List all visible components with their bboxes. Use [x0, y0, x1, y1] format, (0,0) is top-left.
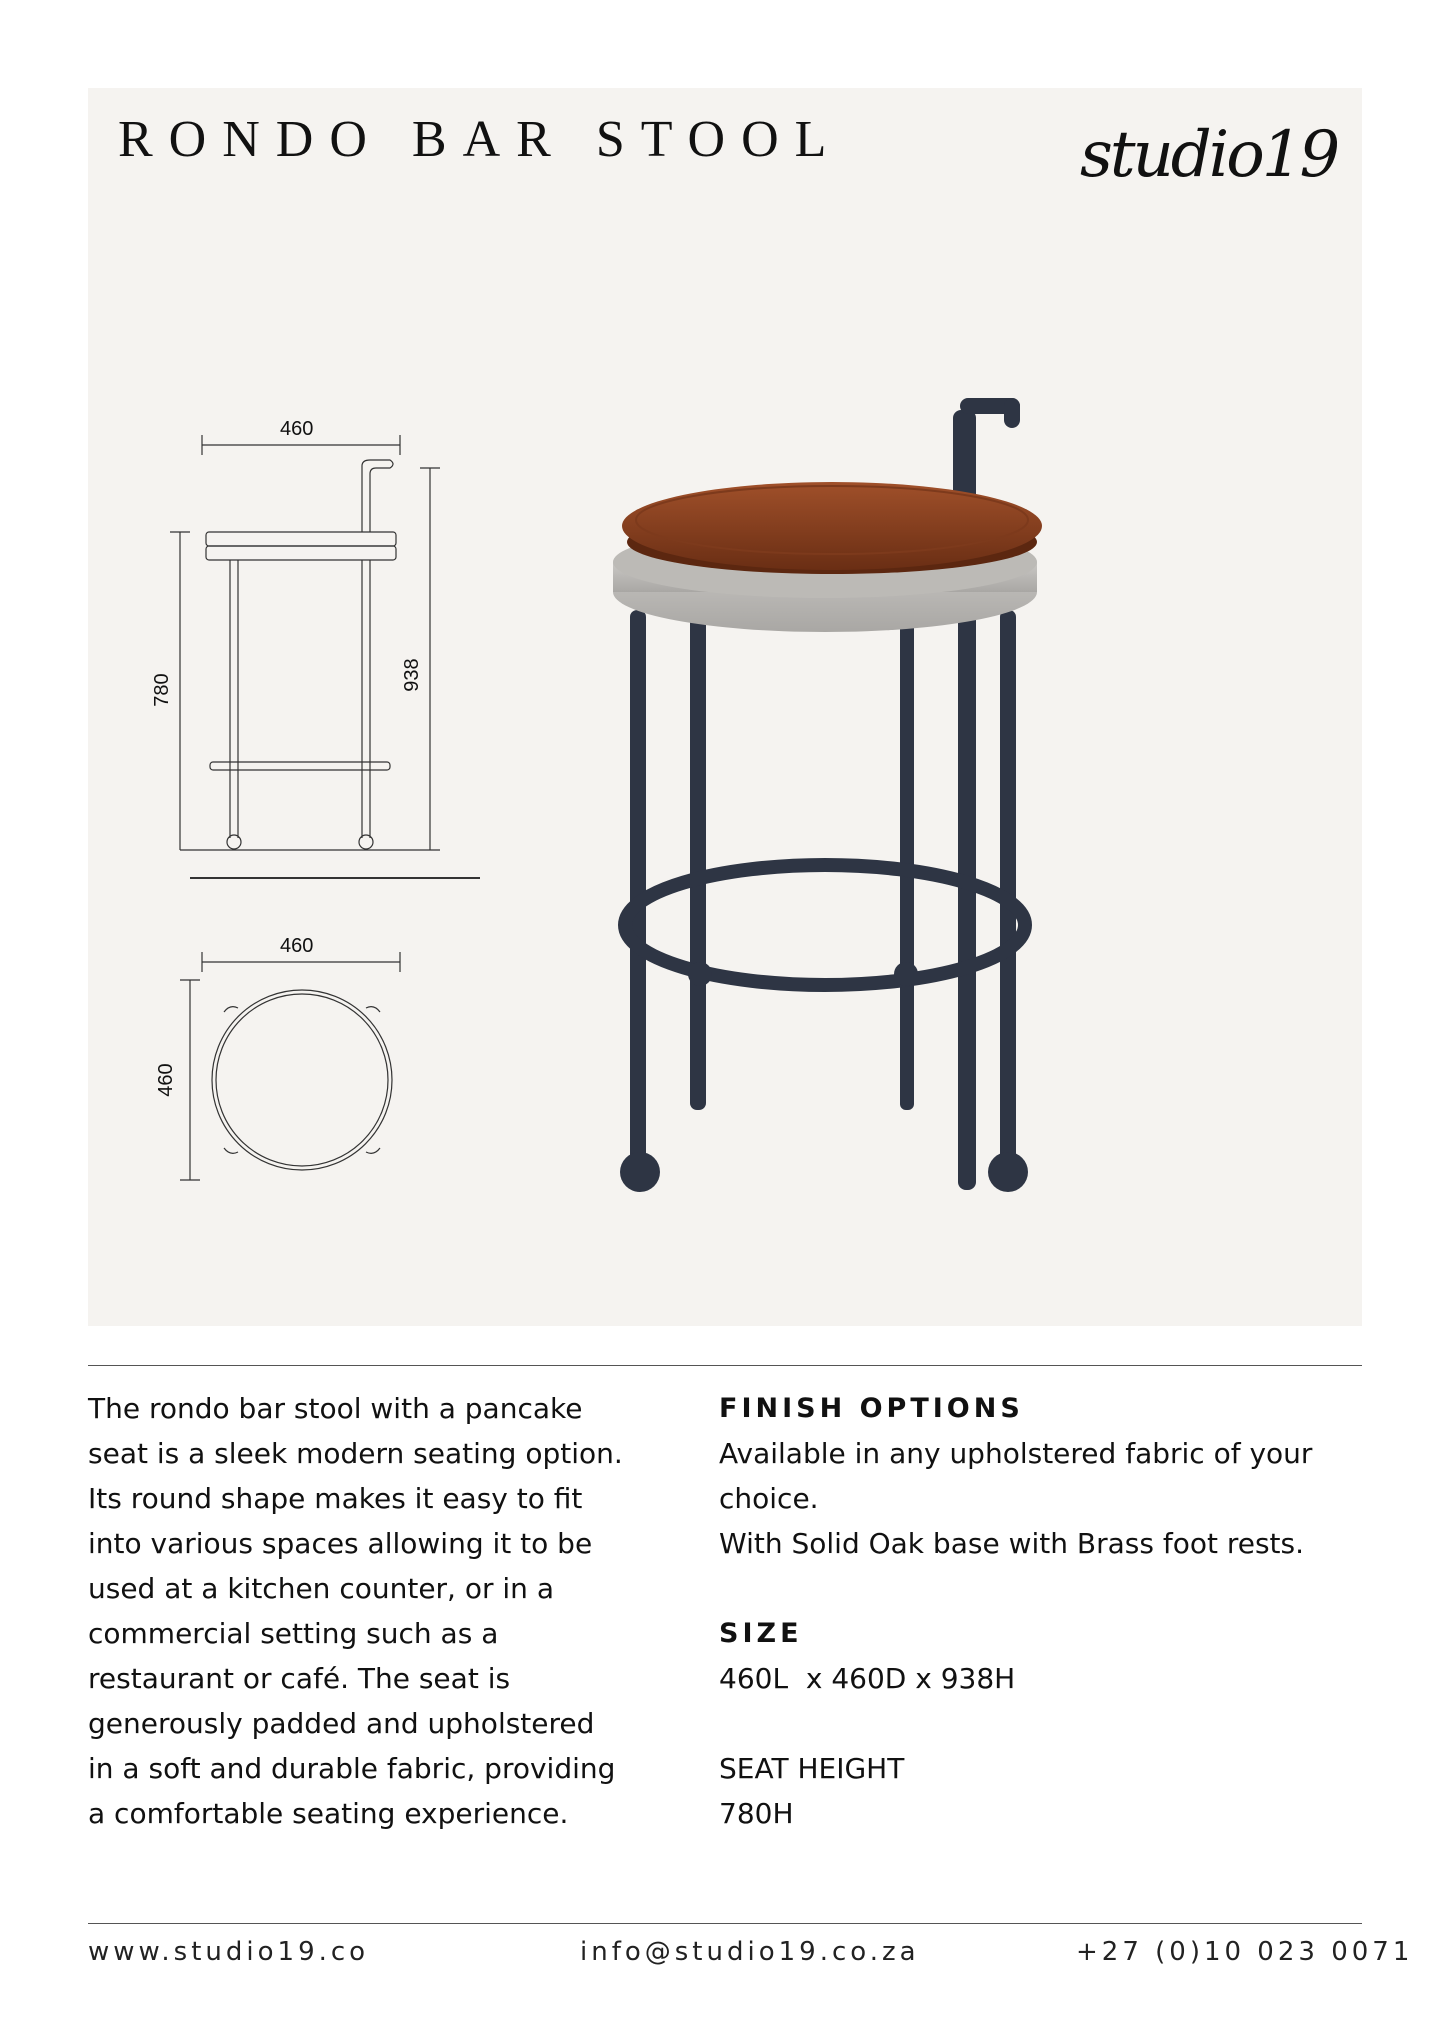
overall-height-label: 938	[401, 658, 423, 692]
footer-divider	[88, 1923, 1362, 1924]
top-width-label: 460	[280, 935, 314, 957]
finish-options-text-2: With Solid Oak base with Brass foot rests.	[719, 1527, 1305, 1560]
seat-height-label: 780	[151, 673, 173, 707]
side-width-label: 460	[280, 418, 314, 440]
footer-phone[interactable]: +27 (0)10 023 0071	[1076, 1937, 1414, 1967]
specifications	[719, 1386, 1359, 1836]
finish-options-text-1: Available in any upholstered fabric of your choice.	[719, 1437, 1313, 1515]
footer-email-link[interactable]: info@studio19.co.za	[580, 1937, 920, 1967]
page-title: RONDO BAR STOOL	[118, 111, 843, 168]
stool-illustration	[600, 380, 1060, 1220]
footer-website-link[interactable]: www.studio19.co	[88, 1937, 370, 1967]
size-value: 460L x 460D x 938H	[719, 1662, 1016, 1695]
seat-height-value: 780H	[719, 1797, 794, 1830]
dimension-drawing	[150, 400, 500, 1200]
size-heading: SIZE	[719, 1618, 803, 1649]
finish-options-heading: FINISH OPTIONS	[719, 1393, 1024, 1424]
brand-logo: studio19	[1080, 118, 1338, 192]
top-depth-label: 460	[155, 1063, 177, 1097]
section-divider	[88, 1365, 1362, 1366]
product-description: The rondo bar stool with a pancake seat is a sleek modern seating option. Its round shape makes it easy to fit into various spaces allowing it to be used at a kitchen counter, or in a commercial setting such as a restaurant or café. The seat is generously padded and upholstered in a soft and durable fabric, providing a comfortable seating experience.	[88, 1392, 623, 1830]
seat-height-heading: SEAT HEIGHT	[719, 1752, 905, 1785]
